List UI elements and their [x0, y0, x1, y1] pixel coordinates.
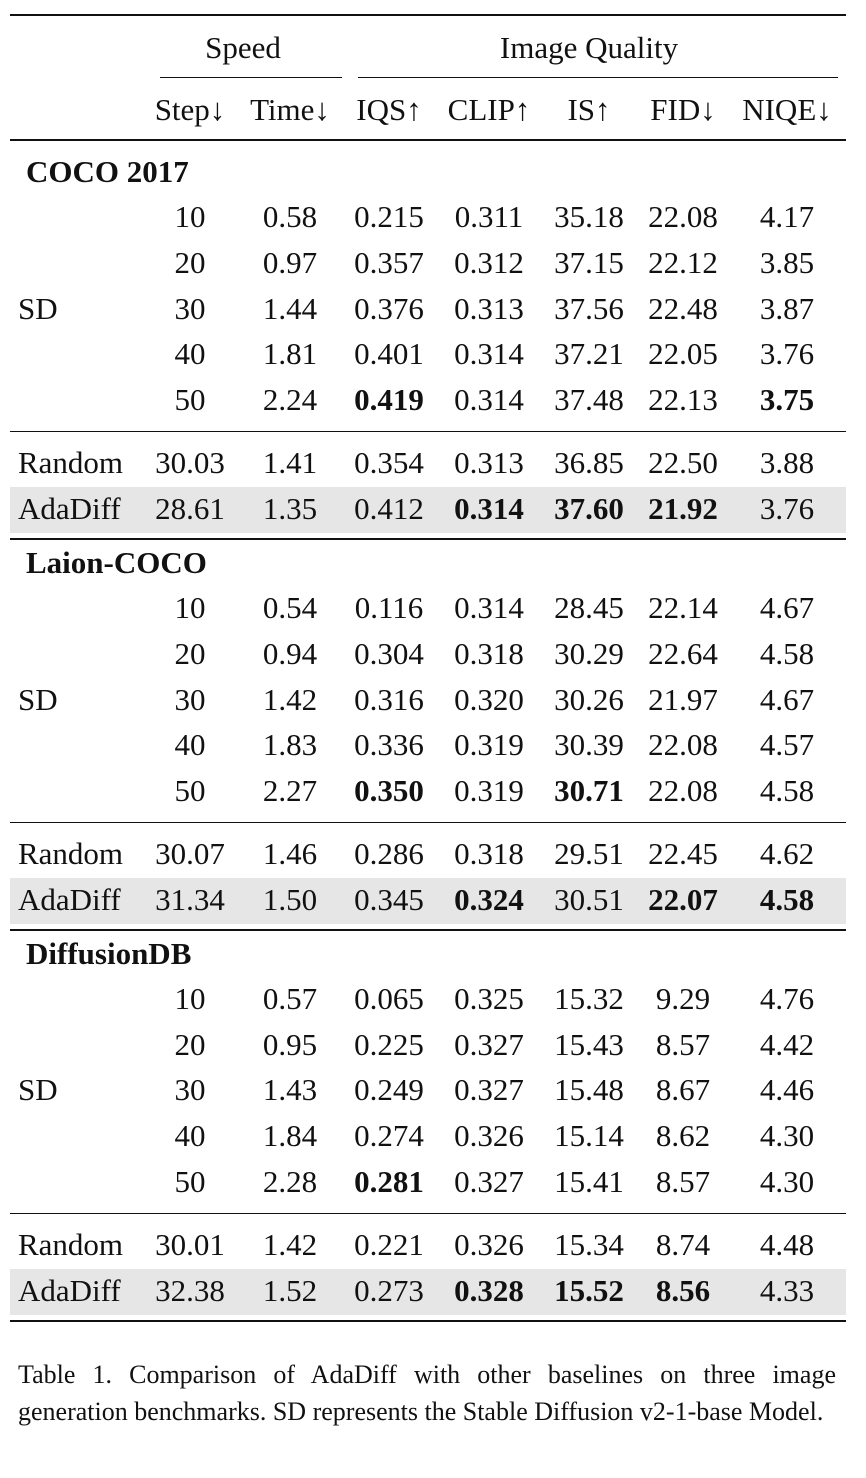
- col-time: Time↓: [250, 92, 330, 127]
- col-clip: CLIP↑: [447, 92, 531, 127]
- table-caption: Table 1. Comparison of AdaDiff with other baselines on three image generation benchmarks. SD represents the Stable Diffusion v2-1-base Model.: [18, 1360, 836, 1426]
- section-title: COCO 2017: [26, 154, 189, 189]
- section-title: DiffusionDB: [26, 936, 192, 971]
- sd-label: SD: [18, 1072, 58, 1107]
- col-niqe: NIQE↓: [742, 92, 832, 127]
- top-rule: [10, 14, 846, 16]
- quality-underline: [358, 77, 838, 78]
- sd-label: SD: [18, 291, 58, 326]
- speed-underline: [160, 77, 342, 78]
- section-divider: [10, 822, 846, 823]
- section-rule: [10, 538, 846, 540]
- col-step: Step↓: [154, 92, 226, 127]
- header-speed: Speed: [205, 30, 281, 65]
- section-title: Laion-COCO: [26, 545, 207, 580]
- adadiff-highlight: [10, 878, 846, 924]
- adadiff-highlight: [10, 487, 846, 533]
- section-divider: [10, 1213, 846, 1214]
- header-image-quality: Image Quality: [499, 30, 679, 65]
- col-is: IS↑: [567, 92, 611, 127]
- section-rule: [10, 929, 846, 931]
- col-fid: FID↓: [650, 92, 716, 127]
- header-rule: [10, 139, 846, 141]
- col-iqs: IQS↑: [356, 92, 422, 127]
- sd-label: SD: [18, 682, 58, 717]
- bottom-rule: [10, 1320, 846, 1322]
- adadiff-highlight: [10, 1269, 846, 1315]
- section-divider: [10, 431, 846, 432]
